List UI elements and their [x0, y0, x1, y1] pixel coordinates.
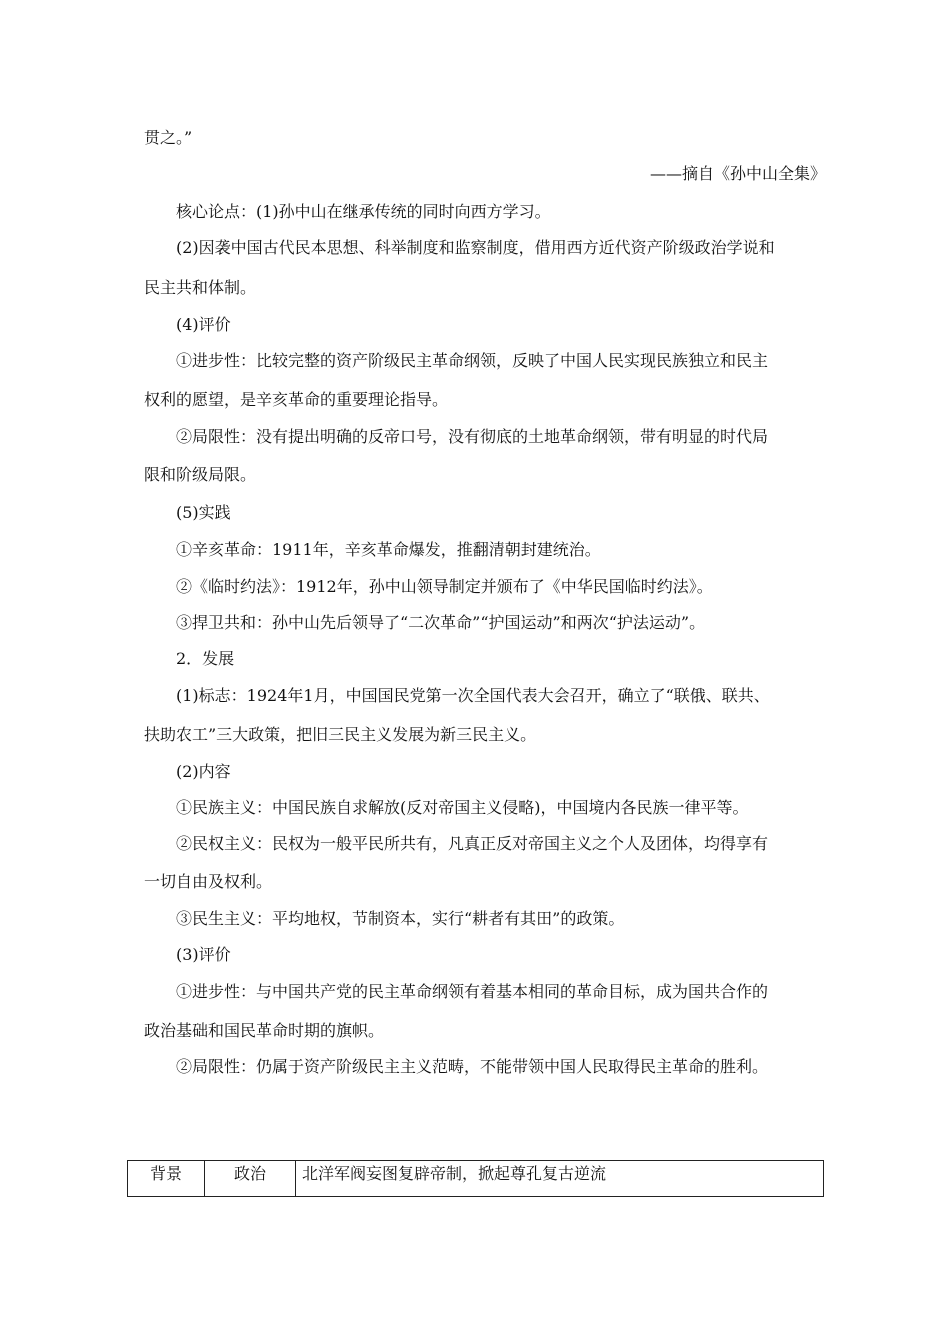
paragraph-line: 贯之。”	[144, 128, 193, 147]
paragraph-line: ①民族主义：中国民族自求解放(反对帝国主义侵略)，中国境内各民族一律平等。	[176, 798, 749, 817]
paragraph-line: (1)标志：1924年1月，中国国民党第一次全国代表大会召开，确立了“联俄、联共、	[176, 686, 770, 705]
paragraph-line: ②局限性：没有提出明确的反帝口号，没有彻底的土地革命纲领，带有明显的时代局	[176, 427, 769, 446]
paragraph-line: ②民权主义：民权为一般平民所共有，凡真正反对帝国主义之个人及团体，均得享有	[176, 834, 769, 853]
paragraph-line: 权利的愿望，是辛亥革命的重要理论指导。	[144, 390, 449, 409]
paragraph-line: 限和阶级局限。	[144, 465, 257, 484]
paragraph-line: (2)因袭中国古代民本思想、科举制度和监察制度，借用西方近代资产阶级政治学说和	[176, 238, 775, 257]
table-row	[128, 1161, 824, 1197]
paragraph-line: ①进步性：与中国共产党的民主革命纲领有着基本相同的革命目标，成为国共合作的	[176, 982, 769, 1001]
paragraph-line: 核心论点：(1)孙中山在继承传统的同时向西方学习。	[176, 202, 551, 221]
paragraph-line: ①进步性：比较完整的资产阶级民主革命纲领，反映了中国人民实现民族独立和民主	[176, 351, 769, 370]
table-cell-subcategory: 政治	[205, 1161, 296, 1197]
paragraph-line: ③捍卫共和：孙中山先后领导了“二次革命”“护国运动”和两次“护法运动”。	[176, 613, 706, 632]
paragraph-line: 民主共和体制。	[144, 278, 257, 297]
section-heading: (3)评价	[176, 945, 231, 964]
section-heading: (2)内容	[176, 762, 231, 781]
paragraph-line: 一切自由及权利。	[144, 872, 273, 891]
paragraph-line: ②局限性：仍属于资产阶级民主主义范畴，不能带领中国人民取得民主革命的胜利。	[176, 1057, 769, 1076]
background-table	[127, 1160, 824, 1197]
paragraph-line: ②《临时约法》：1912年，孙中山领导制定并颁布了《中华民国临时约法》。	[176, 577, 713, 596]
section-heading: (5)实践	[176, 503, 231, 522]
section-heading: (4)评价	[176, 315, 231, 334]
citation-source: ——摘自《孙中山全集》	[649, 164, 826, 183]
section-heading: 2．发展	[176, 649, 235, 668]
paragraph-line: ①辛亥革命：1911年，辛亥革命爆发，推翻清朝封建统治。	[176, 540, 601, 559]
table-cell-content: 北洋军阀妄图复辟帝制，掀起尊孔复古逆流	[296, 1161, 824, 1197]
paragraph-line: 扶助农工”三大政策，把旧三民主义发展为新三民主义。	[144, 725, 537, 744]
paragraph-line: 政治基础和国民革命时期的旗帜。	[144, 1021, 385, 1040]
table-cell-category: 背景	[128, 1161, 205, 1197]
paragraph-line: ③民生主义：平均地权，节制资本，实行“耕者有其田”的政策。	[176, 909, 625, 928]
